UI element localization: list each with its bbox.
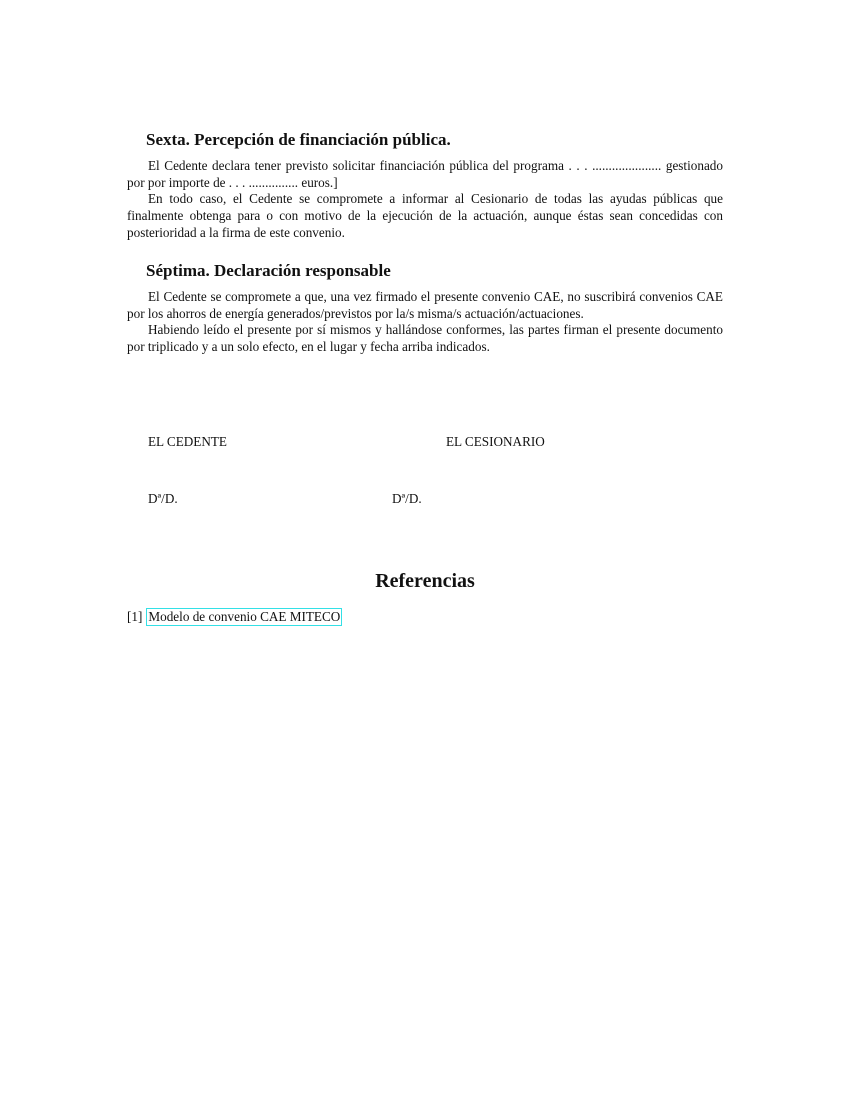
reference-number: [1] (127, 609, 143, 624)
section-heading-septima: Séptima. Declaración responsable (146, 261, 391, 280)
signature-label-cesionario: EL CESIONARIO (446, 434, 545, 449)
references-title: Referencias (375, 570, 475, 592)
reference-link[interactable]: Modelo de convenio CAE MITECO (148, 609, 341, 624)
sexta-paragraph-2: En todo caso, el Cedente se compromete a informar al Cesionario de todas las ayudas públicas que finalmente obtenga para o con motivo de la ejecución de la actuación, aunque éstas sean concedidas con posterioridad a la firma de este convenio. (127, 191, 723, 240)
section-heading-sexta: Sexta. Percepción de financiación pública. (146, 130, 451, 149)
signature-name-cesionario: Dª/D. (392, 491, 422, 506)
septima-paragraph-2: Habiendo leído el presente por sí mismos y hallándose conformes, las partes firman el presente documento por triplicado y a un solo efecto, en el lugar y fecha arriba indicados. (127, 322, 723, 354)
reference-item (127, 608, 342, 626)
signature-name-cedente: Dª/D. (148, 491, 178, 506)
septima-paragraph-1: El Cedente se compromete a que, una vez firmado el presente convenio CAE, no suscribirá convenios CAE por los ahorros de energía generados/previstos por la/s misma/s actuación/actuaciones. (127, 289, 723, 321)
signature-label-cedente: EL CEDENTE (148, 434, 227, 449)
sexta-paragraph-1: El Cedente declara tener previsto solicitar financiación pública del programa . . . ..................... gestionado por por importe de . . . ............... euros.] (127, 158, 723, 190)
